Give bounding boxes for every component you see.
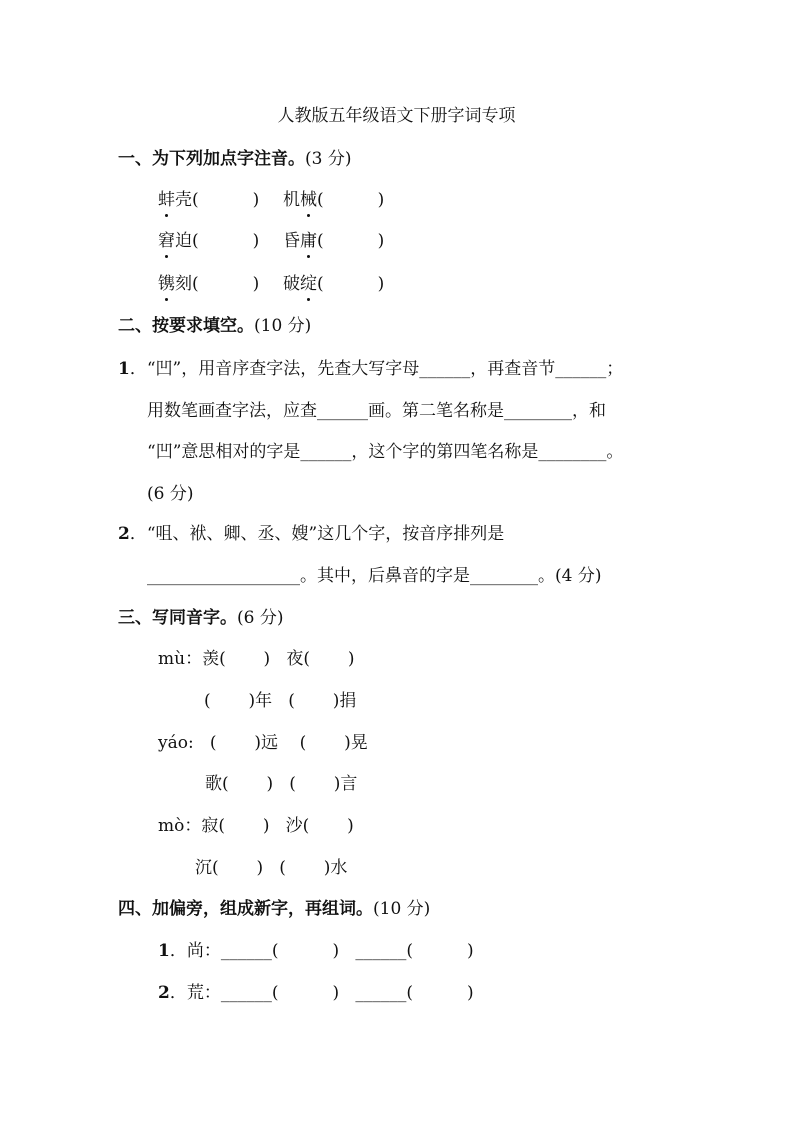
s1-row-2-b — [283, 229, 384, 253]
s1-row-3-b-pre: 破 — [283, 274, 300, 294]
s1-row-3-a-post: 刻 — [175, 274, 192, 294]
s1-row-1-b — [283, 188, 384, 212]
s2-q2-line-2: __________________。其中，后鼻音的字是________。(4 分) — [147, 566, 602, 586]
s1-row-3-b — [283, 272, 384, 296]
s2-q1-number: 1 — [118, 359, 130, 379]
section-3-heading — [118, 606, 283, 630]
s4-item-2-number: 2 — [158, 983, 170, 1003]
section-2-heading-text: 二、按要求填空。 — [118, 316, 254, 336]
s1-row-3-b-dotted: 绽 — [300, 274, 317, 294]
s4-item-2 — [158, 981, 474, 1005]
section-4-heading — [118, 897, 430, 921]
s1-row-1-a-blank: ( ) — [192, 190, 260, 210]
s1-row-1-b-pre: 机 — [283, 190, 300, 210]
s3-line-5: mò：寂( ) 沙( ) — [158, 816, 354, 836]
s2-q1-line-2: 用数笔画查字法，应查______画。第二笔名称是________，和 — [147, 401, 606, 421]
s1-row-2-a-post: 迫 — [175, 231, 192, 251]
section-3-score: (6 分) — [237, 608, 284, 628]
s2-q2-number: 2 — [118, 524, 130, 544]
s1-row-2-a — [158, 229, 259, 253]
s4-item-1-number: 1 — [158, 941, 170, 961]
section-2-score: (10 分) — [254, 316, 312, 336]
s1-row-3-b-blank: ( ) — [317, 274, 385, 294]
s2-q1-line-4: (6 分) — [147, 484, 194, 504]
s3-line-4: 歌( ) ( )言 — [205, 774, 358, 794]
s1-row-2-b-blank: ( ) — [317, 231, 385, 251]
s1-row-3-a — [158, 272, 259, 296]
s2-q2-line-1 — [118, 522, 504, 546]
section-1-score: (3 分) — [305, 149, 352, 169]
s2-q1-text-1: ．“凹”，用音序查字法，先查大写字母______，再查音节______； — [129, 359, 624, 379]
s1-row-2-b-pre: 昏 — [283, 231, 300, 251]
s2-q1-line-1 — [118, 357, 623, 381]
s1-row-1-a — [158, 188, 259, 212]
section-1-heading-text: 一、为下列加点字注音。 — [118, 149, 305, 169]
s3-line-2: ( )年 ( )捐 — [204, 691, 357, 711]
section-1-heading — [118, 147, 351, 171]
s1-row-1-a-dotted: 蚌 — [158, 190, 175, 210]
s4-item-2-text: ．荒：______( ) ______( ) — [169, 983, 474, 1003]
s1-row-2-a-dotted: 窘 — [158, 231, 175, 251]
s1-row-3-a-dotted: 镌 — [158, 274, 175, 294]
s4-item-1-text: ．尚：______( ) ______( ) — [169, 941, 474, 961]
s3-line-6: 沉( ) ( )水 — [195, 858, 348, 878]
page-title: 人教版五年级语文下册字词专项 — [277, 106, 516, 126]
section-4-score: (10 分) — [373, 899, 431, 919]
s1-row-2-a-blank: ( ) — [192, 231, 260, 251]
section-3-heading-text: 三、写同音字。 — [118, 608, 237, 628]
s1-row-1-b-blank: ( ) — [317, 190, 385, 210]
s3-line-1: mù：羡( ) 夜( ) — [158, 649, 355, 669]
section-2-heading — [118, 314, 311, 338]
s1-row-1-b-dotted: 械 — [300, 190, 317, 210]
s1-row-2-b-dotted: 庸 — [300, 231, 317, 251]
section-4-heading-text: 四、加偏旁，组成新字，再组词。 — [118, 899, 373, 919]
s2-q1-line-3: “凹”意思相对的字是______，这个字的第四笔名称是________。 — [147, 442, 624, 462]
s2-q2-text-1: ．“咀、袱、卿、丞、嫂”这几个字，按音序排列是 — [129, 524, 505, 544]
s1-row-1-a-post: 壳 — [175, 190, 192, 210]
s4-item-1 — [158, 939, 474, 963]
s1-row-3-a-blank: ( ) — [192, 274, 260, 294]
s3-line-3: yáo: ( )远 ( )晃 — [158, 733, 368, 753]
